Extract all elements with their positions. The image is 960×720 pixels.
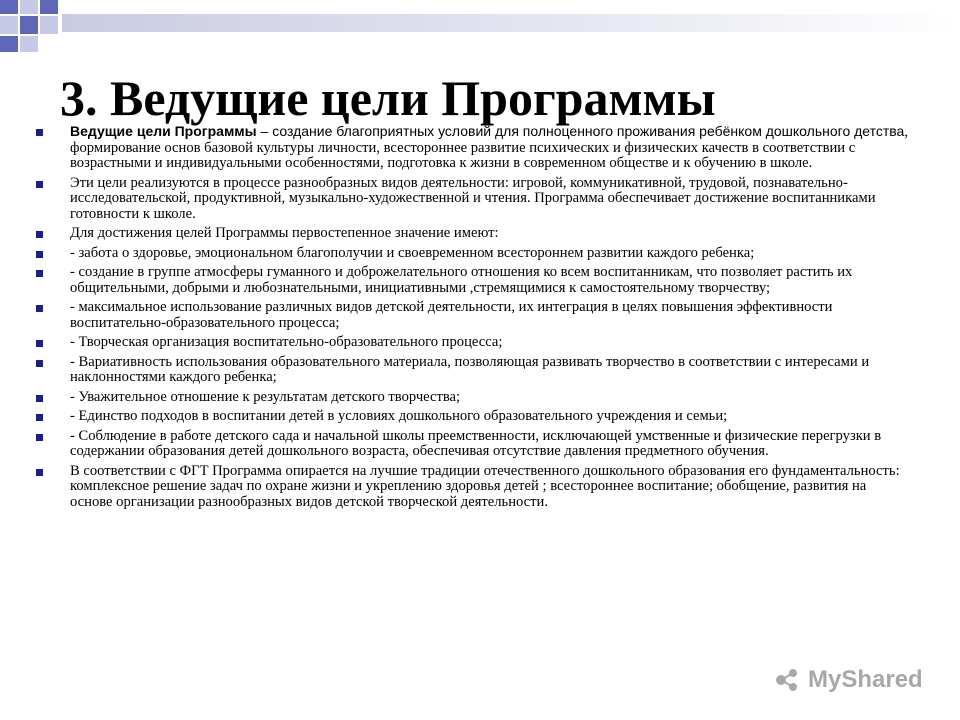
list-item-text: - создание в группе атмосферы гуманного и доброжелательного отношения ко всем воспитанникам, что позволяет растить их общительными, добрыми и любознательными, инициативными ,стремящимися к самостоятельному творчеству;	[70, 264, 853, 296]
square-bullet-icon	[36, 181, 43, 188]
list-item-text: Для достижения целей Программы первостепенное значение имеют:	[70, 225, 499, 241]
decor-square	[0, 16, 18, 34]
myshared-watermark	[772, 662, 923, 698]
list-item	[36, 464, 908, 511]
square-bullet-icon	[36, 129, 43, 136]
list-item	[36, 226, 908, 242]
square-bullet-icon	[36, 251, 43, 258]
square-bullet-icon	[36, 305, 43, 312]
square-bullet-icon	[36, 360, 43, 367]
lead-sans-text: – создание благоприятных условий для полноценного проживания ребёнком дошкольного детства	[256, 123, 905, 139]
watermark-text	[808, 666, 923, 694]
list-item-text: В соответствии с ФГТ Программа опирается на лучшие традиции отечественного дошкольного образования его фундаментальность: комплексное решение задач по охране жизни и укреплению здоровья детей ; всестороннее воспитание; обобщение, развития на основе организации разнообразных видов детской творческой деятельности.	[70, 462, 900, 510]
decor-square	[20, 0, 38, 14]
list-item-text: - Вариативность использования образовательного материала, позволяющая развивать творчество в соответствии с интересами и наклонностями каждого ребенка;	[70, 353, 870, 385]
decor-square	[40, 16, 58, 34]
lead-rest-text: , формирование основ базовой культуры личности, всестороннее развитие психических и физических качеств в соответствии с возрастными и индивидуальными особенностями, подготовка к жизни в современном обществе и к обучению в школе.	[70, 124, 908, 171]
list-item	[36, 355, 908, 386]
decor-square	[0, 0, 18, 14]
decor-square	[40, 0, 58, 14]
content-list	[36, 124, 908, 514]
square-bullet-icon	[36, 231, 43, 238]
decor-square	[0, 36, 18, 52]
list-item-text: - забота о здоровье, эмоциональном благополучии и своевременном всестороннем развитии каждого ребенка;	[70, 244, 755, 261]
list-item	[36, 300, 908, 331]
top-gradient-bar	[62, 14, 960, 32]
square-bullet-icon	[36, 270, 43, 277]
list-item-text: - максимальное использование различных видов детской деятельности, их интеграция в целях повышения эффективности воспитательно-образовательного процесса;	[70, 299, 833, 331]
decor-square	[20, 36, 38, 52]
watermark-my: My	[808, 666, 842, 693]
slide-title: 3. Ведущие цели Программы	[60, 70, 716, 126]
square-bullet-icon	[36, 434, 43, 441]
watermark-shared: Shared	[841, 666, 923, 693]
square-bullet-icon	[36, 469, 43, 476]
list-item	[36, 390, 908, 406]
decor-square	[20, 16, 38, 34]
square-bullet-icon	[36, 340, 43, 347]
square-bullet-icon	[36, 395, 43, 402]
square-bullet-icon	[36, 414, 43, 421]
list-item	[36, 176, 908, 223]
lead-bold-text: Ведущие цели Программы	[70, 123, 257, 139]
list-item	[36, 265, 908, 296]
list-item-text: Эти цели реализуются в процессе разнообразных видов деятельности: игровой, коммуникативной, трудовой, познавательно-исследовательской, продуктивной, музыкально-художественной и чтения. Программа обеспечивает достижение воспитанниками готовности к школе.	[70, 174, 876, 222]
myshared-logo-icon	[772, 665, 802, 695]
list-item	[36, 246, 908, 262]
list-item-text: - Единство подходов в воспитании детей в условиях дошкольного образовательного учреждения и семьи;	[70, 408, 728, 424]
list-item-text: - Соблюдение в работе детского сада и начальной школы преемственности, исключающей умственные и физические перегрузки в содержании образования детей дошкольного возраста, обеспечивая отсутствие давления предметного обучения.	[70, 427, 882, 459]
list-item	[36, 124, 908, 172]
list-item-text: - Творческая организация воспитательно-образовательного процесса;	[70, 334, 503, 350]
list-item	[36, 429, 908, 460]
list-item	[36, 335, 908, 351]
list-item	[36, 409, 908, 425]
list-item-text: - Уважительное отношение к результатам детского творчества;	[70, 388, 461, 405]
